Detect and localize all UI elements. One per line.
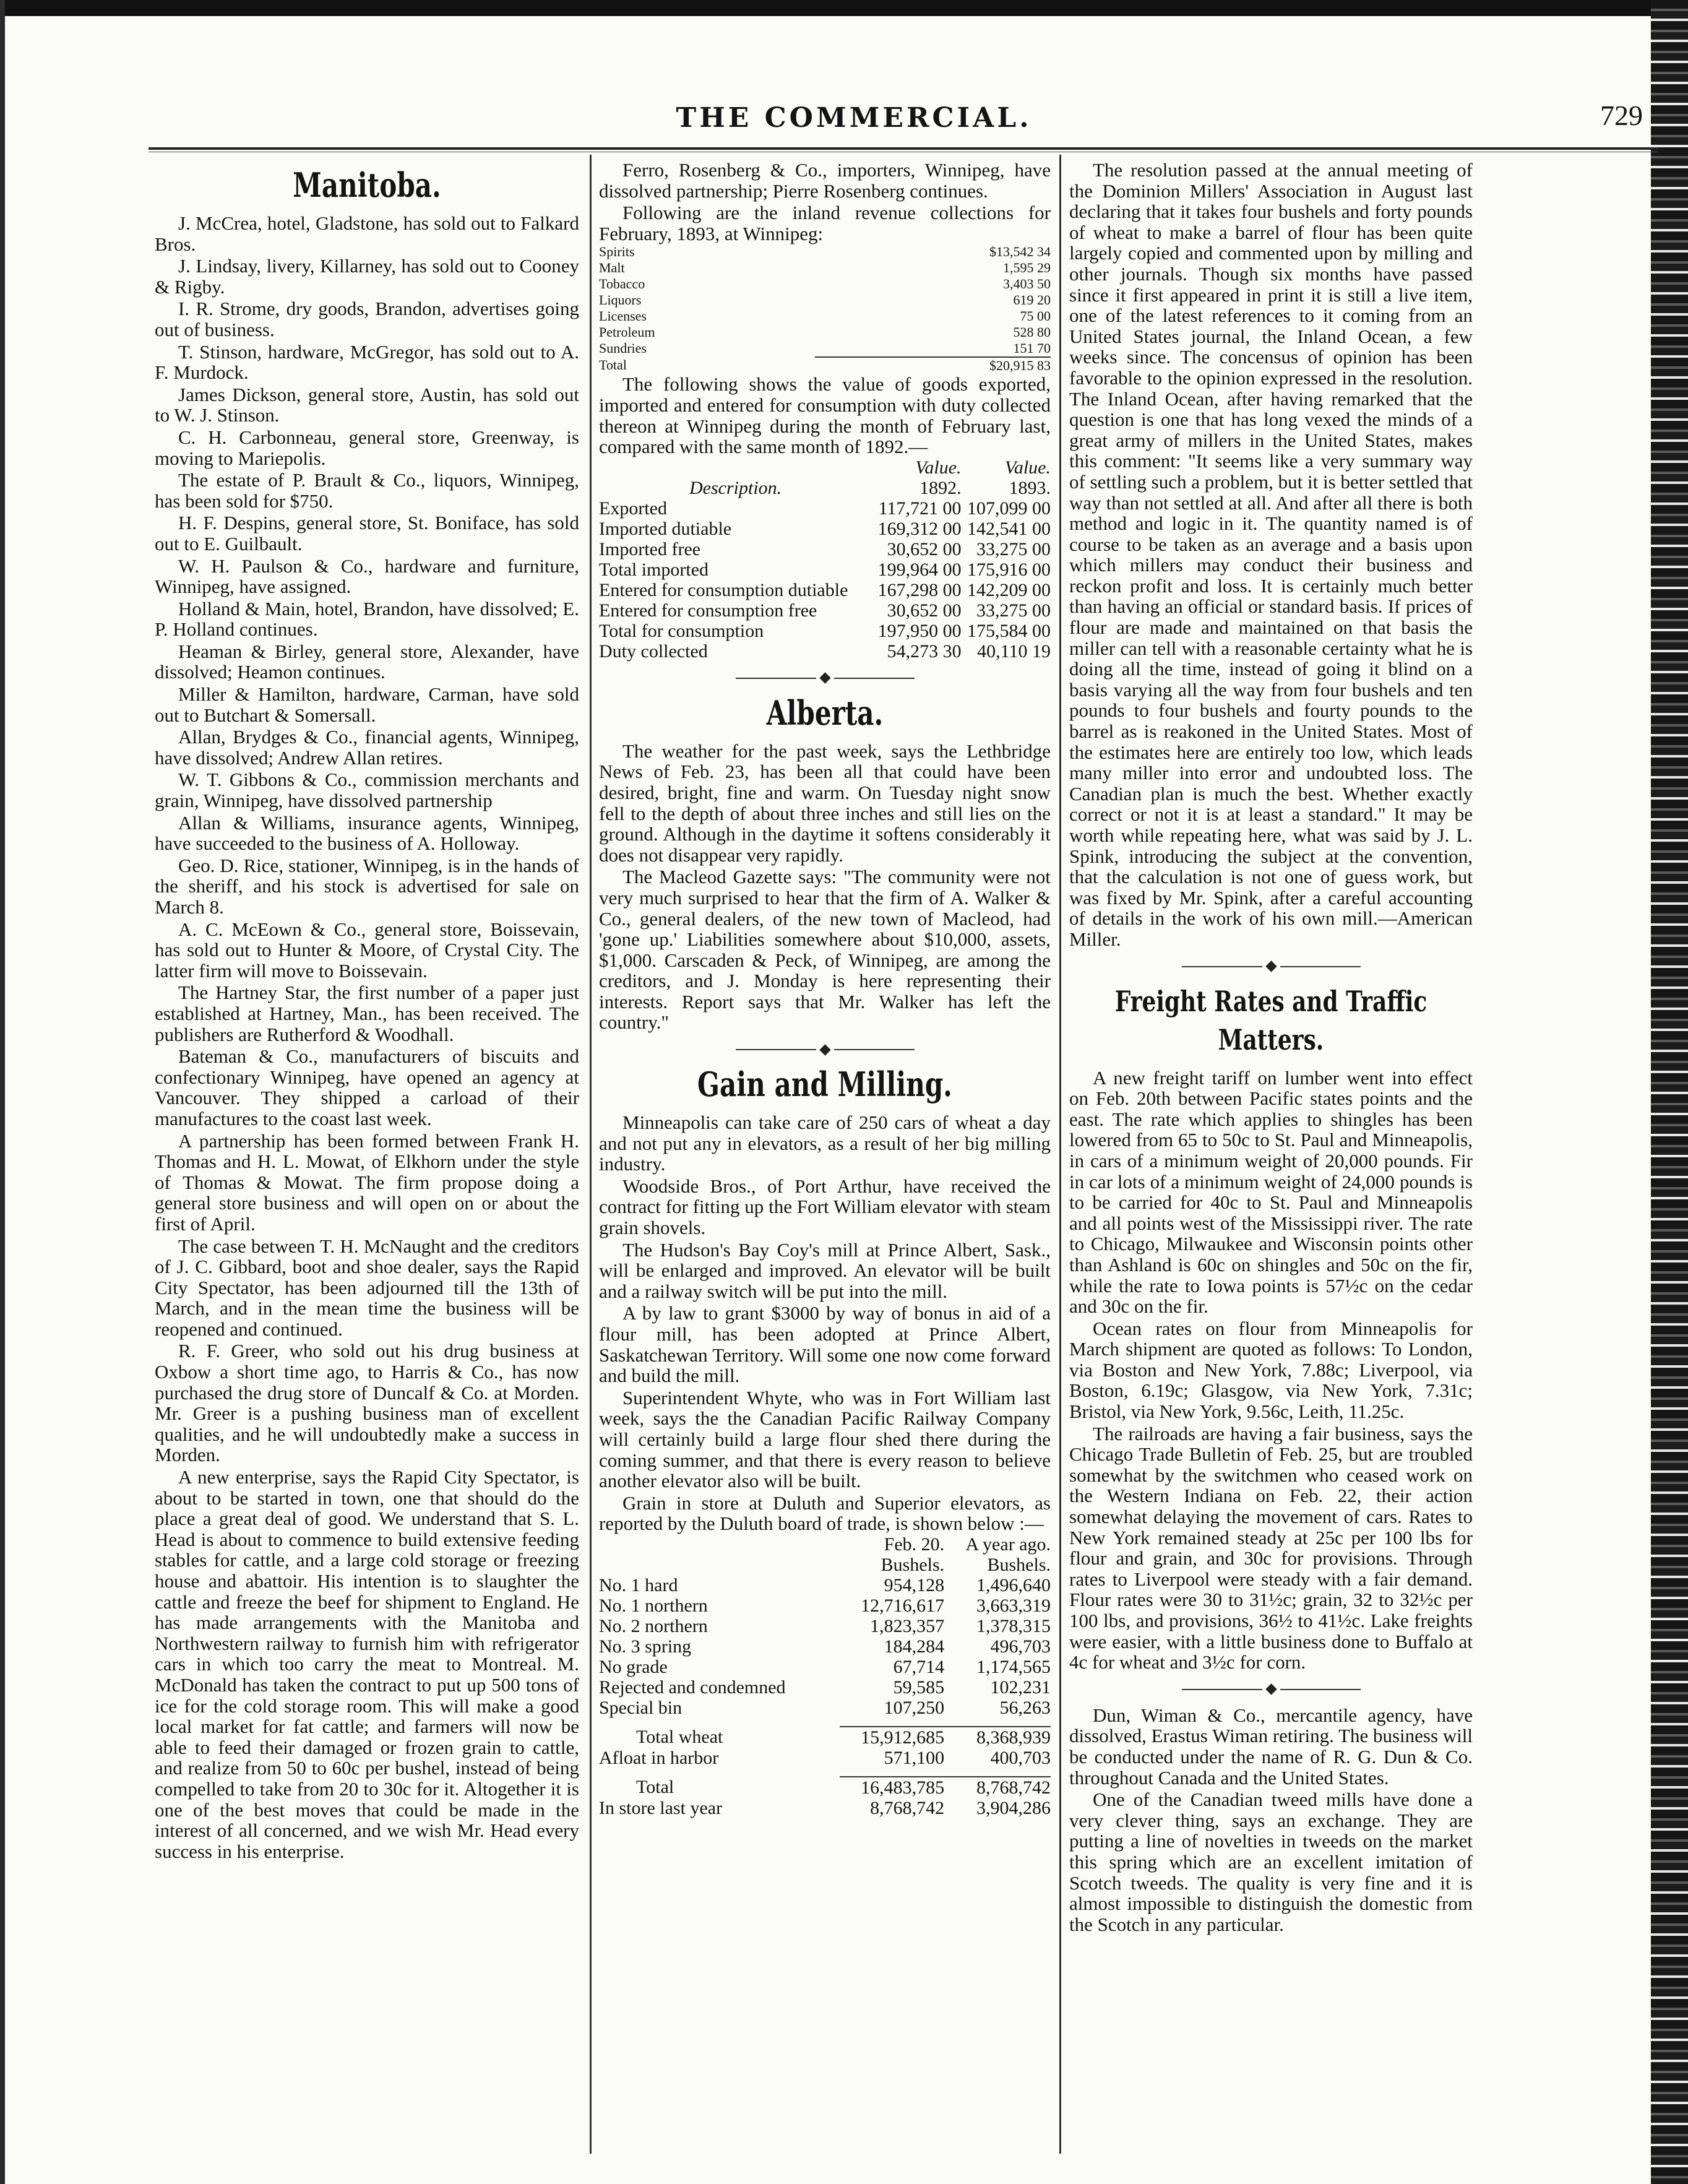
table-row [599,1616,1051,1636]
separator-ornament [1069,957,1473,976]
row-label: No. 1 hard [599,1574,678,1595]
table-row: Total wheat 15,912,685 8,368,939 [636,1726,1051,1748]
row-label: Exported [599,498,667,519]
paragraph: Grain in store at Duluth and Superior elevators, as reported by the Duluth board of trade, is shown below :— [599,1491,1051,1535]
row-label: Entered for consumption free [599,600,817,621]
revenue-intro: Following are the inland revenue collections for February, 1893, at Winnipeg: [599,202,1051,244]
column-divider-right [1059,155,1061,2154]
intro-paragraph: Ferro, Rosenberg & Co., importers, Winnipeg, have dissolved partnership; Pierre Rosenberg continues. [599,159,1051,202]
table-row [599,580,1051,600]
row-value: 175,916 00 [967,559,1051,580]
header-rule [149,147,1658,150]
revenue-total-value: $20,915 83 [815,357,1051,374]
row-value: 954,128 [884,1574,945,1595]
goods-col-2: Value. [1004,457,1051,478]
duluth-unit-1: Bushels. [881,1554,945,1575]
row-value: 59,585 [893,1677,945,1698]
row-label: Imported free [599,538,701,559]
table-row [599,621,1051,641]
row-value: 1,378,315 [976,1615,1051,1636]
left-edge [0,0,5,2184]
row-label: Tobacco [599,276,645,292]
table-row [599,244,1051,260]
row-label: No grade [599,1656,668,1677]
separator-ornament [599,669,1051,688]
row-label: Malt [599,260,625,276]
right-edge-binding [1651,0,1688,2184]
paragraph: The Hudson's Bay Coy's mill at Prince Albert, Sask., will be enlarged and improved. An elevator will be built and a railway switch will be put into the mill. [599,1238,1051,1302]
row-value: 30,652 00 [887,538,962,559]
paragraph: Miller & Hamilton, hardware, Carman, have sold out to Butchart & Somersall. [155,683,579,726]
row-label: Rejected and condemned [599,1677,786,1698]
row-value: 169,312 00 [877,518,962,539]
paragraph: The resolution passed at the annual meeting of the Dominion Millers' Association in August last declaring that it takes four bushels and forty pounds of wheat to make a barrel of flour has been quite largely copied and commented upon by milling and other journals. Though six months have passed since it first appeared in print it is still a live item, one of the latest references to it coming from an United States journal, the Inland Ocean, a few weeks since. The concensus of opinion has been favorable to the opinion expressed in the resolution. The Inland Ocean, after having remarked that the question is one that has long vexed the minds of a great army of millers in the United States, makes this comment: "It seems like a very summary way of settling such a problem, but it is better settled that way than not settled at all. And after all there is both method and logic in it. The quantity named is of course to be taken as an average and a basis upon which millers may conduct their business and reckon profit and loss. It is certainly much better than having an official or standard basis. If prices of flour are made and maintained on that basis the miller can tell with a reasonable certainty what he is doing all the time, instead of going it blind on a basis varying all the way from four bushels and ten pounds to four bushels and fourty pounds to the barrel as is reakoned in the United States. Most of the estimates here are entirely too low, which leads many miller into error and undoubted loss. The Canadian plan is much the best. Whether exactly correct or not it is at least a standard." It may be worth while repeating here, what was said by J. L. Spink, introducing the subject at the convention, that the calculation is not one of guess work, but was fixed by Mr. Spink, after a careful accounting of details in the work of his own mill.—American Miller. [1069,159,1473,950]
goods-table [599,457,1051,662]
row-label: Entered for consumption dutiable [599,579,848,600]
row-value: 619 20 [1013,292,1051,308]
revenue-table [599,244,1051,374]
row-value: 107,099 00 [967,498,1051,519]
row-value: 197,950 00 [877,620,962,641]
row-value: 75 00 [1020,308,1051,324]
paragraph: Bateman & Co., manufacturers of biscuits and confectionary Winnipeg, have opened an agency at Vancouver. They shipped a carload of their manufactures to the coast last week. [155,1045,579,1129]
column-divider-left [590,155,592,2154]
paragraph: James Dickson, general store, Austin, has sold out to W. J. Stinson. [155,383,579,426]
row-value: 12,716,617 [861,1595,945,1616]
paragraph: A. C. McEown & Co., general store, Boissevain, has sold out to Hunter & Moore, of Crystal City. The latter firm will move to Boissevain. [155,918,579,982]
table-row [599,641,1051,662]
paragraph: T. Stinson, hardware, McGregor, has sold out to A. F. Murdock. [155,340,579,384]
middle-column [599,160,1051,1818]
paragraph: C. H. Carbonneau, general store, Greenway, is moving to Mariepolis. [155,426,579,469]
row-value: 107,250 [884,1697,945,1718]
paragraph: The Macleod Gazette says: "The community were not very much surprised to hear that the firm of A. Walker & Co., general dealers, of the new town of Macleod, had 'gone up.' Liabilities somewhere about $10,000, assets, $1,000. Carscaden & Peck, of Winnipeg, are among the creditors, and J. Monday is here representing their interests. Report says that Mr. Walker has left the country." [599,866,1051,1034]
table-row [599,1657,1051,1677]
row-value: 184,284 [884,1636,945,1657]
row-value: 142,209 00 [967,579,1051,600]
row-value: 30,652 00 [887,600,962,621]
table-row [599,308,1051,324]
duluth-unit-2: Bushels. [987,1554,1051,1575]
duluth-table [599,1534,1051,1818]
table-row [599,1595,1051,1616]
table-row [599,600,1051,621]
row-value: 3,403 50 [1003,276,1051,292]
paragraph: J. McCrea, hotel, Gladstone, has sold out to Falkard Bros. [155,212,579,255]
paragraph: Dun, Wiman & Co., mercantile agency, have dissolved, Erastus Wiman retiring. The business will be conducted under the name of R. G. Dun & Co. throughout Canada and the United States. [1069,1704,1473,1789]
table-row: Afloat in harbor 571,100 400,703 [599,1747,1051,1768]
row-label: Imported dutiable [599,518,732,539]
duluth-col-2: A year ago. [965,1534,1051,1555]
row-value: 1,496,640 [976,1574,1051,1595]
goods-intro: The following shows the value of goods exported, imported and entered for consumption with duty collected thereon at Winnipeg during the month of February last, compared with the same month of 1892.— [599,373,1051,458]
paragraph: H. F. Despins, general store, St. Boniface, has sold out to E. Guilbault. [155,512,579,555]
goods-year-2: 1893. [1009,477,1051,498]
paragraph: Holland & Main, hotel, Brandon, have dissolved; E. P. Holland continues. [155,597,579,641]
paragraph: Superintendent Whyte, who was in Fort William last week, says the the Canadian Pacific Railway Company will certainly build a large flour shed there during the coming summer, and that there is every reason to believe another elevator also will be built. [599,1386,1051,1492]
paragraph: The railroads are having a fair business, says the Chicago Trade Bulletin of Feb. 25, but are troubled somewhat by the switchmen who ceased work on the Western Indiana on Feb. 22, their action somewhat delaying the movement of cars. Rates to New York remained steady at 25c per 100 lbs for flour and grain, and 30c for provisions. Through rates to Liverpool were steady with a fair demand. Flour rates were 30 to 31½c; grain, 32 to 32½c per 100 lbs, and provisions, 36½ to 41½c. Lake freights were easier, with a little business done to Buffalo at 4c for wheat and 3½c for corn. [1069,1422,1473,1673]
goods-desc-header: Description. [689,477,782,498]
table-row [599,260,1051,276]
row-label: No. 1 northern [599,1595,708,1616]
paragraph: Woodside Bros., of Port Arthur, have received the contract for fitting up the Fort William elevator with steam grain shovels. [599,1175,1051,1239]
page-number: 729 [1600,100,1643,131]
paragraph: The case between T. H. McNaught and the creditors of J. C. Gibbard, boot and shoe dealer, says the Rapid City Spectator, has been adjourned till the 13th of March, and in the mean time the business will be reopened and continued. [155,1235,579,1340]
table-row [599,1636,1051,1657]
row-value: 528 80 [1013,324,1051,340]
paragraph: A new enterprise, says the Rapid City Spectator, is about to be started in town, one that should do the place a great deal of good. We understand that S. L. Head is about to commence to build extensive feeding stables for cattle, and a large cold storage or freezing house and abattoir. His intention is to slaughter the cattle and freeze the beef for shipment to England. He has made arrangements with the Manitoba and Northwestern railway to furnish him with refrigerator cars in which too carry the meat to Montreal. M. McDonald has taken the contract to put up 500 tons of ice for the cold storage room. This will make a good local market for fat cattle; and farmers will now be able to feed their damaged or frozen grain to cattle, and realize from 50 to 60c per bushel, instead of being compelled to take from 20 to 30c for it. Altogether it is one of the best moves that could be made in the interest of all concerned, and we wish Mr. Head every success in his enterprise. [155,1466,579,1862]
row-value: 3,663,319 [976,1595,1051,1616]
paragraph: Allan & Williams, insurance agents, Winnipeg, have succeeded to the business of A. Holloway. [155,811,579,855]
row-value: $13,542 34 [989,244,1051,260]
table-row: Total 16,483,785 8,768,742 [636,1776,1051,1798]
table-row [599,1698,1051,1718]
separator-ornament [599,1040,1051,1059]
table-row [599,519,1051,539]
table-row [599,539,1051,559]
row-value: 54,273 30 [887,641,962,662]
manitoba-paragraphs [155,213,579,1862]
table-row [599,276,1051,292]
row-value: 151 70 [1013,340,1051,356]
row-label: Petroleum [599,324,655,340]
duluth-col-1: Feb. 20. [884,1534,945,1555]
row-value: 199,964 00 [877,559,962,580]
paragraph: The Hartney Star, the first number of a paper just established at Hartney, Man., has been received. The publishers are Rutherford & Woodhall. [155,982,579,1045]
table-row [599,340,1051,357]
section-heading-manitoba: Manitoba. [293,165,441,205]
paragraph: W. H. Paulson & Co., hardware and furniture, Winnipeg, have assigned. [155,555,579,598]
row-value: 40,110 19 [977,641,1051,662]
paragraph: Minneapolis can take care of 250 cars of wheat a day and not put any in elevators, as a result of her big milling industry. [599,1111,1051,1175]
goods-col-1: Value. [915,457,962,478]
paragraph: Ocean rates on flour from Minneapolis for March shipment are quoted as follows: To London, via Boston and New York, 7.88c; Liverpool, via Boston, 6.19c; Glasgow, via New York, 7.31c; Bristol, via New York, 9.56c, Leith, 11.25c. [1069,1317,1473,1423]
table-row [599,1677,1051,1698]
paragraph: I. R. Strome, dry goods, Brandon, advertises going out of business. [155,298,579,340]
row-label: Spirits [599,244,635,260]
row-value: 33,275 00 [976,600,1051,621]
table-row [599,1575,1051,1595]
paragraph: A new freight tariff on lumber went into effect on Feb. 20th between Pacific states points and the east. The rate which applies to shingles has been lowered from 65 to 50c to St. Paul and Minneapolis, in cars of a minimum weight of 20,000 pounds. Fir in car lots of a minimum weight of 24,000 pounds is to be carried for 40c to St. Paul and Minneapolis and all points west of the Mississippi river. The rate to Chicago, Milwaukee and Wisconsin points other than Ashland is 60c on shingles and 50c on the fir, while the rate to Iowa points is 57½c on the cedar and 30c on the fir. [1069,1066,1473,1318]
top-border [0,0,1688,16]
table-row [599,498,1051,519]
left-column [155,160,579,1862]
paragraph: R. F. Greer, who sold out his drug business at Oxbow a short time ago, to Harris & Co., has now purchased the drug store of Duncalf & Co. at Morden. Mr. Greer is a pushing business man of excellent qualities, and he will undoubtedly make a success in Morden. [155,1340,579,1466]
row-label: Sundries [599,340,647,356]
section-heading-alberta: Alberta. [766,693,884,733]
paragraph: Allan, Brydges & Co., financial agents, Winnipeg, have dissolved; Andrew Allan retires. [155,726,579,769]
row-value: 67,714 [893,1656,945,1677]
paragraph: Geo. D. Rice, stationer, Winnipeg, is in the hands of the sheriff, and his stock is advertised for sale on March 8. [155,854,579,918]
row-value: 1,174,565 [976,1656,1051,1677]
row-value: 1,823,357 [870,1615,945,1636]
row-value: 496,703 [990,1636,1051,1657]
paragraph: One of the Canadian tweed mills have done a very clever thing, says an exchange. They are putting a line of novelties in tweeds on the market this spring which are an excellent imitation of Scotch tweeds. The quality is very fine and it is almost impossible to distinguish the domestic from the Scotch in any particular. [1069,1789,1473,1935]
row-value: 175,584 00 [967,620,1051,641]
section-heading-freight: Freight Rates and Traffic Matters. [1114,984,1427,1056]
row-value: 142,541 00 [967,518,1051,539]
paragraph: A partnership has been formed between Frank H. Thomas and H. L. Mowat, of Elkhorn under the style of Thomas & Mowat. The firm propose doing a general store business and will open on or about the first of April. [155,1129,579,1235]
row-label: Total imported [599,559,709,580]
row-label: Total for consumption [599,620,764,641]
table-row: In store last year 8,768,742 3,904,286 [599,1797,1051,1818]
revenue-total-label: Total [599,357,627,373]
table-row [599,292,1051,308]
row-value: 167,298 00 [877,579,962,600]
row-label: Liquors [599,292,642,308]
misc-paragraphs [1069,1705,1473,1935]
row-label: Duty collected [599,641,708,662]
separator-ornament [1069,1680,1473,1699]
row-value: 102,231 [990,1677,1051,1698]
row-value: 33,275 00 [976,538,1051,559]
freight-paragraphs [1069,1068,1473,1673]
section-heading-grain: Gain and Milling. [697,1064,952,1105]
table-row [599,324,1051,340]
alberta-paragraphs [599,741,1051,1033]
millers-resolution-article [1069,160,1473,950]
paragraph: J. Lindsay, livery, Killarney, has sold out to Cooney & Rigby. [155,255,579,298]
paragraph: The weather for the past week, says the Lethbridge News of Feb. 23, has been all that could have been desired, bright, fine and warm. On Tuesday night snow fell to the depth of about three inches and still lies on the ground. Although in the daytime it softens considerably it does not disappear very rapidly. [599,740,1051,866]
grain-paragraphs [599,1112,1051,1534]
row-label: No. 2 northern [599,1615,708,1636]
right-column [1069,160,1473,1935]
row-label: Special bin [599,1697,683,1718]
row-label: No. 3 spring [599,1636,692,1657]
paragraph: W. T. Gibbons & Co., commission merchants and grain, Winnipeg, have dissolved partnership [155,769,579,812]
paragraph: The estate of P. Brault & Co., liquors, Winnipeg, has been sold for $750. [155,469,579,512]
goods-year-1: 1892. [919,477,962,498]
row-value: 117,721 00 [878,498,962,519]
paragraph: Heaman & Birley, general store, Alexander, have dissolved; Heamon continues. [155,640,579,683]
table-row [599,559,1051,580]
row-value: 56,263 [999,1697,1051,1718]
paragraph: A by law to grant $3000 by way of bonus in aid of a flour mill, has been adopted at Prince Albert, Saskatchewan Territory. Will some one now come forward and build the mill. [599,1302,1051,1387]
masthead: THE COMMERCIAL. [676,102,1032,134]
row-label: Licenses [599,308,647,324]
row-value: 1,595 29 [1003,260,1051,276]
